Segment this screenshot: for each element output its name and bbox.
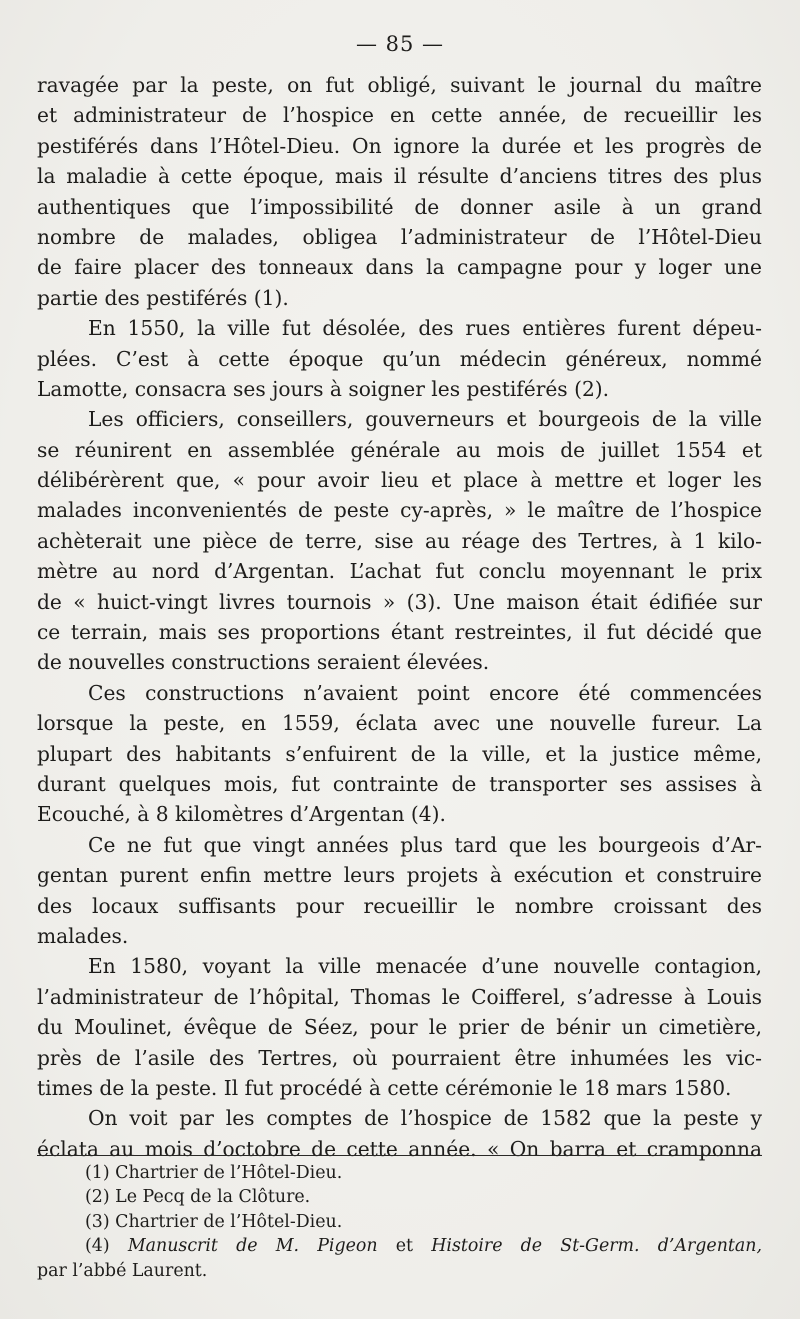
text-line: et administrateur de l’hospice en cette année, de recueillir les bbox=[37, 103, 762, 128]
text-line: times de la peste. Il fut procédé à cette cérémonie le 18 mars 1580. bbox=[37, 1075, 732, 1100]
text-line: plupart des habitants s’enfuirent de la ville, et la justice même, bbox=[37, 741, 762, 766]
footnote-4-conjunction: et bbox=[377, 1236, 432, 1257]
text-line: ce terrain, mais ses proportions étant restreintes, il fut décidé que bbox=[37, 620, 762, 645]
paragraph-start-line: Ces constructions n’avaient point encore été commencées bbox=[88, 680, 762, 705]
paragraph-start-line: En 1550, la ville fut désolée, des rues entières furent dépeu- bbox=[88, 316, 762, 341]
text-line: du Moulinet, évêque de Séez, pour le prier de bénir un cimetière, bbox=[37, 1015, 762, 1040]
text-line: se réunirent en assemblée générale au mois de juillet 1554 et bbox=[37, 437, 762, 462]
footnotes bbox=[37, 1161, 762, 1283]
text-line: de « huict-vingt livres tournois » (3). Une maison était édifiée sur bbox=[37, 589, 762, 614]
paragraph-start-line: En 1580, voyant la ville menacée d’une nouvelle contagion, bbox=[88, 954, 762, 979]
footnote-4-source-b: Histoire de St-Germ. d’Argentan, bbox=[431, 1236, 762, 1257]
text-line: lorsque la peste, en 1559, éclata avec une nouvelle fureur. La bbox=[37, 711, 762, 736]
text-line: authentiques que l’impossibilité de donner asile à un grand bbox=[37, 194, 762, 219]
text-line: malades inconvenientés de peste cy-après, » le maître de l’hospice bbox=[37, 498, 762, 523]
text-line: partie des pestiférés (1). bbox=[37, 285, 289, 310]
page-number: — 85 — bbox=[355, 32, 445, 56]
text-line: achèterait une pièce de terre, sise au réage des Tertres, à 1 kilo- bbox=[37, 528, 762, 553]
text-line: la maladie à cette époque, mais il résulte d’anciens titres des plus bbox=[37, 164, 762, 189]
paragraph-start-line: Les officiers, conseillers, gouverneurs et bourgeois de la ville bbox=[88, 407, 762, 432]
text-line: Lamotte, consacra ses jours à soigner les pestiférés (2). bbox=[37, 376, 610, 401]
footnote-4 bbox=[37, 1234, 762, 1258]
text-line: nombre de malades, obligea l’administrateur de l’Hôtel-Dieu bbox=[37, 224, 762, 249]
footnote-separator bbox=[37, 1155, 762, 1156]
paragraph-start-line: On voit par les comptes de l’hospice de 1582 que la peste y bbox=[88, 1106, 762, 1131]
text-line: près de l’asile des Tertres, où pourraient être inhumées les vic- bbox=[37, 1045, 762, 1070]
text-line: mètre au nord d’Argentan. L’achat fut conclu moyennant le prix bbox=[37, 559, 762, 584]
footnote-4-marker: (4) bbox=[85, 1236, 128, 1257]
text-line: éclata au mois d’octobre de cette année. « On barra et cramponna bbox=[37, 1136, 762, 1161]
footnote-4-source-a: Manuscrit de M. Pigeon bbox=[127, 1236, 378, 1257]
text-line: de nouvelles constructions seraient élevées. bbox=[37, 650, 490, 675]
text-line: pestiférés dans l’Hôtel-Dieu. On ignore la durée et les progrès de bbox=[37, 133, 762, 158]
text-line: de faire placer des tonneaux dans la campagne pour y loger une bbox=[37, 255, 762, 280]
footnote-4-continuation: par l’abbé Laurent. bbox=[37, 1260, 208, 1281]
paragraph-start-line: Ce ne fut que vingt années plus tard que les bourgeois d’Ar- bbox=[88, 832, 762, 857]
text-line: l’administrateur de l’hôpital, Thomas le Coifferel, s’adresse à Louis bbox=[37, 984, 762, 1009]
footnote-3: (3) Chartrier de l’Hôtel-Dieu. bbox=[85, 1211, 343, 1232]
text-line: Ecouché, à 8 kilomètres d’Argentan (4). bbox=[37, 802, 446, 827]
text-line: ravagée par la peste, on fut obligé, suivant le journal du maître bbox=[37, 73, 762, 97]
footnote-1: (1) Chartrier de l’Hôtel-Dieu. bbox=[85, 1163, 343, 1183]
text-line: des locaux suffisants pour recueillir le nombre croissant des bbox=[37, 893, 762, 918]
text-line: gentan purent enfin mettre leurs projets à exécution et construire bbox=[37, 863, 762, 888]
text-line: plées. C’est à cette époque qu’un médecin généreux, nommé bbox=[37, 346, 762, 371]
text-line: durant quelques mois, fut contrainte de transporter ses assises à bbox=[37, 771, 762, 796]
text-line: malades. bbox=[37, 923, 129, 948]
text-line: délibérèrent que, « pour avoir lieu et place à mettre et loger les bbox=[37, 468, 762, 493]
body-text bbox=[37, 70, 762, 1164]
footnote-2: (2) Le Pecq de la Clôture. bbox=[85, 1187, 311, 1208]
